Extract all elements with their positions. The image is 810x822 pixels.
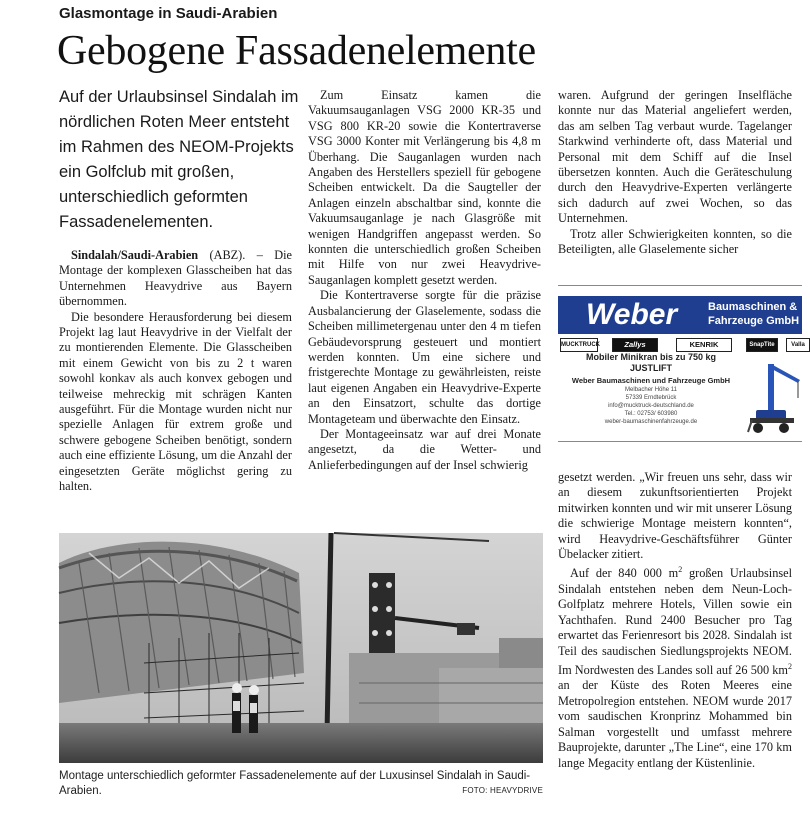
ad-tagline-line: Fahrzeuge GmbH — [708, 315, 800, 327]
ad-tagline-line: Baumaschinen & — [708, 301, 798, 313]
paragraph — [59, 248, 292, 310]
paragraph: gesetzt werden. „Wir freuen uns sehr, dass wir an diesem zukunftsorientierten Projekt mitwirken konnten und wir mit unserer Lösung die schwierige Montage meistern konnten“, wird Heavydrive-Geschäftsführer Günter Übelacker zitiert. — [558, 470, 792, 562]
paragraph-text: an der Küste des Roten Meeres eine Metropolregion entstehen. NEOM wurde 2017 vom saudischen Kronprinz Mohammed bin Salman vorgestellt und umfasst mehrere Bauprojekte, darunter „The Line“, eine 170 km lange Megacity entlang der Küstenlinie. — [558, 678, 792, 770]
ad-product: Mobiler Minikran bis zu 750 kg — [585, 352, 717, 362]
lead-text: Auf der Urlaubsinsel Sindalah im nördlichen Roten Meer entsteht im Rahmen des NEOM-Projekts ein Golfclub mit großen, unterschiedlich geformten Fassadenelementen. — [59, 88, 299, 231]
paragraph: Zum Einsatz kamen die Vakuumsauganlagen VSG 2000 KR-35 und VSG 800 KR-20 sowie die Kontertraverse VSG 3000 Konter mit Verlängerung bis 4,8 m Überhang. Die Sauganlagen wurden nach Angaben des Herstellers speziell für gebogene Scheiben entwickelt. Da die Saugteller der Anlagen einzeln abschaltbar sind, konnte die Vakuumsauganlage je nach Glasgröße mit wenigen Handgriffen angepasst werden. So konnten die unterschiedlich großen Scheiben mit Hilfe von nur zwei Heavydrive-Sauganlagen komplett gesetzt werden. — [308, 88, 541, 287]
brand-logo: KENRIK — [676, 338, 732, 352]
brand-logo: MUCKTRUCK — [560, 338, 598, 352]
paragraph: Die besondere Herausforderung bei diesem Projekt lag laut Heavydrive in der Vielfalt der zu montierenden Elemente. Die Glasscheiben mit einem Gewicht von bis zu 2 t waren sowohl konkav als auch konvex gebogen und teilweise mehreckig mit schrägen Kanten ausgeführt. Für die Montage wurden nicht nur spezielle Anlagen für extrem große und schwere gebogene Scheiben benötigt, sondern auch eine effiziente Lösung, um die Anzahl der eingesetzten Geräte möglichst gering zu halten. — [59, 309, 292, 494]
minicrane-illustration — [748, 358, 802, 438]
article-headline: Gebogene Fassadenelemente — [57, 28, 536, 74]
paragraph: Trotz aller Schwierigkeiten konnten, so die Beteiligten, alle Glaselemente sicher — [558, 226, 792, 257]
ad-email: info@mucktruck-deutschland.de — [608, 403, 694, 409]
ad-text-block — [566, 352, 736, 426]
paragraph: Die Kontertraverse sorgte für die präzise Ausbalancierung der Glaselemente, sodass die Scheiben millimetergenau unter den 4 m tiefen Gebäudevorsprung gesteuert und montiert werden konnten. Um eine sichere und fristgerechte Montage zu gewährleisten, reiste laut eigenen Angaben ein Heavydrive-Experte an den Einsatzort, schulte das dortige Montageteam und überwachte den Einsatz. — [308, 288, 541, 426]
ad-address: Melbacher Höhe 11 — [625, 387, 677, 393]
superscript: 2 — [678, 565, 683, 575]
photo-caption: Montage unterschiedlich geformter Fassadenelemente auf der Luxusinsel Sindalah in Saudi-Arabien. — [59, 770, 531, 797]
advertisement[interactable] — [558, 285, 805, 442]
ad-website: weber-baumaschinenfahrzeuge.de — [604, 419, 698, 425]
article-kicker: Glasmontage in Saudi-Arabien — [59, 5, 278, 22]
text-column-3-top — [558, 88, 792, 257]
paragraph-text: (ABZ). – Die Montage der komplexen Glasscheiben hat das Unternehmen Heavydrive aus Bayern übernommen. — [59, 248, 292, 309]
ad-phone: Tel.: 02753/ 603980 — [624, 411, 678, 417]
brand-logo: Valla — [786, 338, 810, 352]
ad-banner — [558, 296, 802, 334]
paragraph-text: großen Urlaubsinsel Sindalah entstehen neben dem Neun-Loch-Golfplatz mehrere Hotels, Villen sowie ein Yachthafen. Rund 2400 Besucher pro Tag erwartet das Ferienresort bis 2028. Sindalah ist Teil des saudischen Siedlungsprojekts NEOM. Im Nordwesten des Landes soll auf 26 500 km — [558, 566, 793, 678]
brand-logo: Zallys — [612, 338, 658, 352]
paragraph: Der Montageeinsatz war auf drei Monate angesetzt, da die Wetter- und Anlieferbedingungen auf der Insel schwierig — [308, 426, 541, 472]
text-column-3-bottom — [558, 470, 792, 771]
construction-site-photo — [59, 533, 543, 763]
ad-company: Weber Baumaschinen und Fahrzeuge GmbH — [571, 376, 731, 385]
paragraph-text: Auf der 840 000 m — [570, 566, 679, 581]
dateline: Sindalah/Saudi-Arabien — [71, 248, 199, 262]
article-lead — [59, 85, 299, 235]
ad-brand-row — [560, 338, 804, 352]
ad-product-name: JUSTLIFT — [630, 363, 672, 373]
photo-credit: FOTO: HEAVYDRIVE — [462, 786, 543, 795]
paragraph — [558, 562, 792, 770]
brand-logo: SnapTite — [746, 338, 778, 352]
ad-address: 57339 Erndtebrück — [625, 395, 677, 401]
superscript: 2 — [788, 661, 792, 671]
paragraph: waren. Aufgrund der geringen Inselfläche konnte nur das Material angeliefert werden, das am selben Tag verbaut wurde. Tagelanger Starkwind verhinderte oft, dass Material und Personal mit dem Schiff auf die Insel übersetzen konnten. Auch die Geräteschulung durch den Heavydrive-Experten verlängerte sich dadurch auf zwei Wochen, so das Unternehmen. — [558, 88, 792, 226]
ad-tagline — [708, 300, 799, 328]
article-photo — [59, 533, 543, 763]
ad-logo: Weber — [586, 298, 678, 331]
text-column-1 — [59, 248, 292, 495]
text-column-2 — [308, 88, 541, 473]
